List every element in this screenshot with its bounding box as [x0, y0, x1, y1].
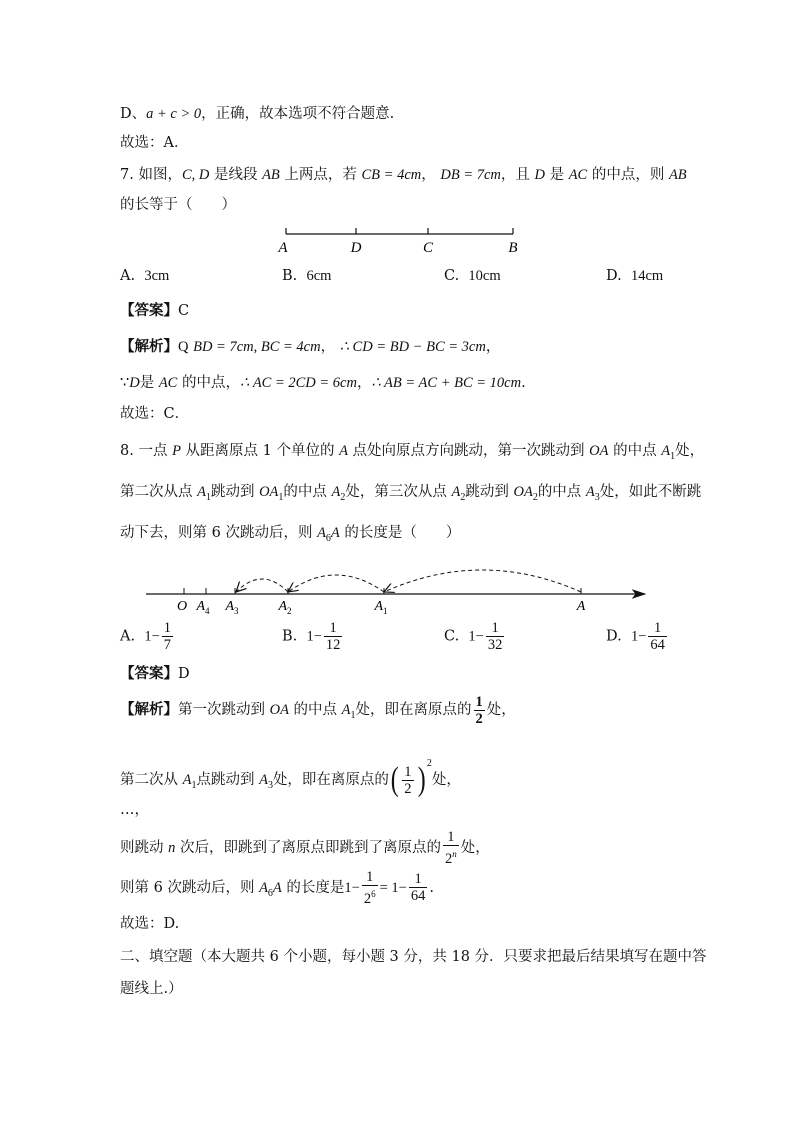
option-whole: 1−: [144, 628, 160, 645]
q7-option-b: [282, 268, 331, 285]
answer-tag: 【答案】: [120, 302, 178, 319]
option-fraction: [486, 620, 505, 653]
option-fraction: [648, 620, 667, 653]
q8-answer: [120, 663, 190, 685]
q8-text: 的中点: [288, 702, 342, 718]
subscript: 1: [670, 450, 676, 462]
numerator: 1: [404, 763, 412, 780]
label-a1: [373, 599, 387, 616]
q8-option-d: [606, 620, 669, 653]
q8-analysis-line2: [120, 742, 461, 808]
option-value: 10cm: [468, 268, 501, 284]
label-a1-sub: 1: [383, 606, 388, 616]
numerator: 1: [475, 693, 483, 710]
q7-option-d: [606, 268, 663, 285]
q8-text: 处，如此不断跳: [599, 484, 702, 500]
denominator: [443, 845, 459, 867]
q7-text: 上两点，若: [279, 167, 362, 183]
section2-heading-line2: 题线上.）: [120, 981, 183, 997]
q7-step-ac: ∴ AC = 2CD = 6cm: [239, 375, 357, 391]
option-label: A.: [120, 628, 136, 645]
denominator-base: 2: [363, 890, 372, 907]
q8-text: 次后，即跳到了离原点即跳到了离原点的: [175, 839, 441, 856]
q8-text: 点跳动到: [196, 772, 260, 788]
q8-option-c: [444, 620, 506, 653]
q8-text: 第一次跳动到: [178, 702, 270, 718]
subscript: 6: [267, 887, 273, 899]
because-symbol: Q: [178, 339, 189, 355]
q8-text: 处，即在离原点的: [272, 772, 389, 788]
q8-stem-line3: [120, 522, 460, 550]
q8-text: 的长度是: [281, 879, 345, 896]
q7-cond-db: DB = 7cm: [440, 167, 501, 183]
q7-text: .: [521, 375, 526, 391]
answer-value: D: [178, 666, 190, 682]
q7-answer: [120, 300, 189, 322]
q7-point-d: D: [534, 167, 545, 183]
because-symbol: ∵: [120, 375, 130, 391]
option-label: A.: [120, 268, 136, 284]
subscript: 1: [205, 491, 211, 503]
exponent: 2: [426, 758, 432, 769]
label-a: A: [278, 240, 288, 256]
q7-analysis-line2: [120, 372, 526, 394]
subscript: 6: [325, 532, 331, 544]
q8-text: 处，即在离原点的: [355, 702, 472, 718]
q8-point-a6: A: [259, 879, 268, 896]
numerator: 1: [163, 620, 171, 636]
option-whole: 1−: [306, 628, 322, 645]
q8-seg-oa1: OA: [259, 484, 279, 500]
option-fraction: [324, 620, 343, 653]
q8-analysis-line1: [120, 692, 516, 734]
option-whole: 1−: [468, 628, 484, 645]
q7-text: ，: [320, 339, 336, 355]
q8-analysis-line3: [120, 829, 490, 867]
q7-given: BD = 7cm, BC = 4cm: [193, 339, 321, 355]
q8-text: 从距离原点 1 个单位的: [180, 443, 340, 459]
q8-point-a1: A: [197, 484, 206, 500]
q8-text: 跳动到: [210, 484, 260, 500]
fraction-one-over-2-6: [362, 869, 378, 907]
label-a4-sub: 4: [205, 606, 210, 616]
q7-text: ，: [356, 375, 372, 391]
q7-text: ，: [421, 167, 441, 183]
q8-point-a3: A: [259, 772, 268, 788]
q8-point-a2: A: [331, 484, 341, 500]
q8-point-a: A: [272, 879, 282, 896]
option-label: C.: [444, 628, 460, 645]
q7-text: 的中点，: [181, 375, 240, 391]
subscript: 1: [278, 491, 284, 503]
numerator: 1: [414, 871, 422, 888]
q8-text: 则跳动: [120, 839, 169, 856]
q7-text: ，: [485, 339, 501, 355]
q8-text: 处，: [675, 443, 705, 459]
label-b: B: [508, 240, 518, 256]
q6-option-d-line: [120, 103, 394, 125]
option-value: 6cm: [306, 268, 332, 284]
q7-step-cd: ∴ CD = BD − BC = 3cm: [339, 339, 486, 355]
q8-point-a1: A: [661, 443, 671, 459]
q7-choose: 故选：C．: [120, 406, 190, 422]
label-a2-letter: A: [278, 599, 288, 614]
q8-option-a: [120, 620, 175, 653]
numerator: 1: [654, 620, 662, 636]
q8-option-b: [282, 620, 344, 653]
label-a: A: [576, 599, 586, 614]
q8-text: 的长度是（ ）: [339, 525, 461, 541]
subscript: 2: [460, 491, 466, 503]
q7-text: 是: [544, 167, 569, 183]
q8-text: .: [429, 879, 434, 896]
numerator: 1: [447, 829, 455, 845]
q8-text: 处，: [460, 839, 490, 856]
q8-stem-line2: [120, 481, 701, 509]
answer-value: C: [178, 303, 190, 319]
label-o: O: [176, 599, 188, 614]
jump-arc-a1-to-a2: [288, 575, 384, 592]
numerator: 1: [329, 620, 337, 636]
q8-text: 点处向原点方向跳动，第一次跳动到: [347, 443, 590, 459]
label-c: C: [422, 240, 434, 256]
option-value: 3cm: [144, 268, 170, 284]
q7-stem-line2: 的长等于（ ）: [120, 197, 236, 213]
option-label: C.: [444, 268, 460, 284]
q8-number-line-figure: [140, 552, 660, 618]
variable-n: n: [168, 839, 176, 856]
q7-stem-line1: [120, 164, 687, 186]
option-label: D.: [606, 268, 622, 284]
q8-expr: 1−: [344, 879, 360, 896]
q7-seg-ab: AB: [262, 167, 280, 183]
denominator: 32: [487, 637, 503, 653]
q8-choose: 故选：D.: [120, 916, 180, 932]
q8-text: 的中点: [537, 484, 586, 500]
analysis-tag: 【解析】: [120, 338, 178, 355]
fraction-half: [402, 764, 413, 797]
label-a3-letter: A: [225, 599, 235, 614]
q7-seg-ac: AC: [158, 375, 178, 391]
subscript: 2: [532, 491, 538, 503]
exponent: 6: [371, 889, 376, 899]
jump-arc-a-to-a1: [384, 570, 581, 592]
q8-text: 处，: [431, 772, 461, 788]
q7-seg-ac: AC: [568, 167, 588, 183]
q7-points-cd: C, D: [181, 167, 210, 183]
option-label: B.: [282, 268, 298, 284]
q8-seg-oa: OA: [269, 702, 289, 718]
label-a2-sub: 2: [287, 606, 292, 616]
q8-text: 动下去，则第 6 次跳动后，则: [120, 525, 318, 541]
label-a2: [277, 599, 291, 616]
label-a3-sub: 3: [234, 606, 239, 616]
option-label: B.: [282, 628, 298, 645]
q8-text: 的中点: [283, 484, 332, 500]
q8-seg-oa2: OA: [513, 484, 533, 500]
q7-text: 是线段: [209, 167, 263, 183]
q8-text: 8. 一点: [120, 443, 173, 459]
q8-point-a2: A: [451, 484, 461, 500]
denominator: 2: [475, 710, 483, 727]
q7-text: 是: [139, 375, 155, 391]
q7-options: [120, 268, 680, 294]
section2-heading-line1: 二、填空题（本大题共 6 个小题，每小题 3 分，共 18 分．只要求把最后结果填写在题中答: [120, 949, 707, 965]
q7-option-a: [120, 268, 169, 285]
q7-cond-cb: CB = 4cm: [361, 167, 422, 183]
q8-point-a6: A: [317, 525, 326, 541]
q8-text: 处，: [486, 702, 516, 718]
q7-option-c: [444, 268, 501, 285]
q7-segment-figure: [270, 222, 530, 258]
q7-seg-ab: AB: [668, 167, 687, 183]
q7-text: 的中点，则: [587, 167, 669, 183]
numerator: 1: [491, 620, 499, 636]
q8-text: 第二次从: [120, 772, 183, 788]
subscript: 1: [191, 779, 197, 791]
fraction-one-over-64: [409, 871, 428, 904]
q8-point-a: A: [330, 525, 340, 541]
label-a4-letter: A: [196, 599, 206, 614]
label-a1-letter: A: [374, 599, 384, 614]
q7-step-ab: ∴ AB = AC + BC = 10cm: [371, 375, 522, 391]
label-a3: [224, 599, 239, 616]
q8-expr: = 1−: [379, 879, 407, 896]
right-paren: ): [417, 761, 426, 798]
option-value: 14cm: [630, 268, 664, 284]
q8-options: [120, 620, 680, 660]
denominator: 64: [410, 888, 426, 905]
q7-text: 7. 如图，: [120, 167, 182, 183]
q6-option-d-text: ，正确，故本选项不符合题意.: [201, 106, 395, 122]
q8-analysis-line4: [120, 869, 434, 912]
denominator: 7: [163, 637, 171, 653]
q8-text: 的中点: [608, 443, 662, 459]
fraction-one-over-2n: [443, 829, 459, 867]
q8-text: 处，第三次从点: [345, 484, 452, 500]
subscript: 1: [350, 709, 356, 721]
label-a4: [195, 599, 210, 616]
q7-text: ，且: [500, 167, 535, 183]
denominator: 64: [650, 637, 665, 653]
fraction-half: [474, 694, 485, 727]
denominator: 12: [325, 637, 341, 653]
subscript: 2: [340, 491, 346, 503]
denominator: 2: [404, 780, 412, 797]
q8-point-p: P: [172, 443, 181, 459]
q8-seg-oa: OA: [589, 443, 609, 459]
q8-point-a: A: [339, 443, 348, 459]
subscript: 3: [267, 779, 273, 791]
option-whole: 1−: [630, 628, 647, 645]
q8-text: 则第 6 次跳动后，则: [120, 879, 260, 896]
q6-option-d-expr: a + c > 0: [146, 106, 202, 122]
left-paren: (: [390, 761, 399, 798]
exponent: n: [452, 849, 457, 859]
jump-arc-a2-to-a3: [236, 579, 288, 592]
q8-point-a1: A: [341, 702, 351, 718]
q8-text: 跳动到: [465, 484, 514, 500]
q7-point-d: D: [129, 375, 140, 391]
analysis-tag: 【解析】: [120, 701, 178, 718]
answer-tag: 【答案】: [120, 665, 178, 682]
denominator-base: 2: [444, 850, 453, 867]
option-label: D.: [606, 628, 622, 645]
option-fraction: [162, 620, 173, 653]
denominator: [362, 885, 378, 907]
subscript: 3: [594, 491, 600, 503]
label-d: D: [350, 240, 362, 256]
q8-text: 第二次从点: [120, 484, 198, 500]
q8-point-a1: A: [182, 772, 192, 788]
q8-ellipsis: …，: [120, 802, 149, 818]
q7-analysis-line1: [120, 336, 500, 358]
q8-stem-line1: [120, 440, 704, 468]
q6-choose: 故选：A．: [120, 135, 189, 151]
q6-option-d-prefix: D、: [120, 106, 147, 122]
numerator: 1: [366, 869, 374, 885]
q8-point-a3: A: [585, 484, 595, 500]
